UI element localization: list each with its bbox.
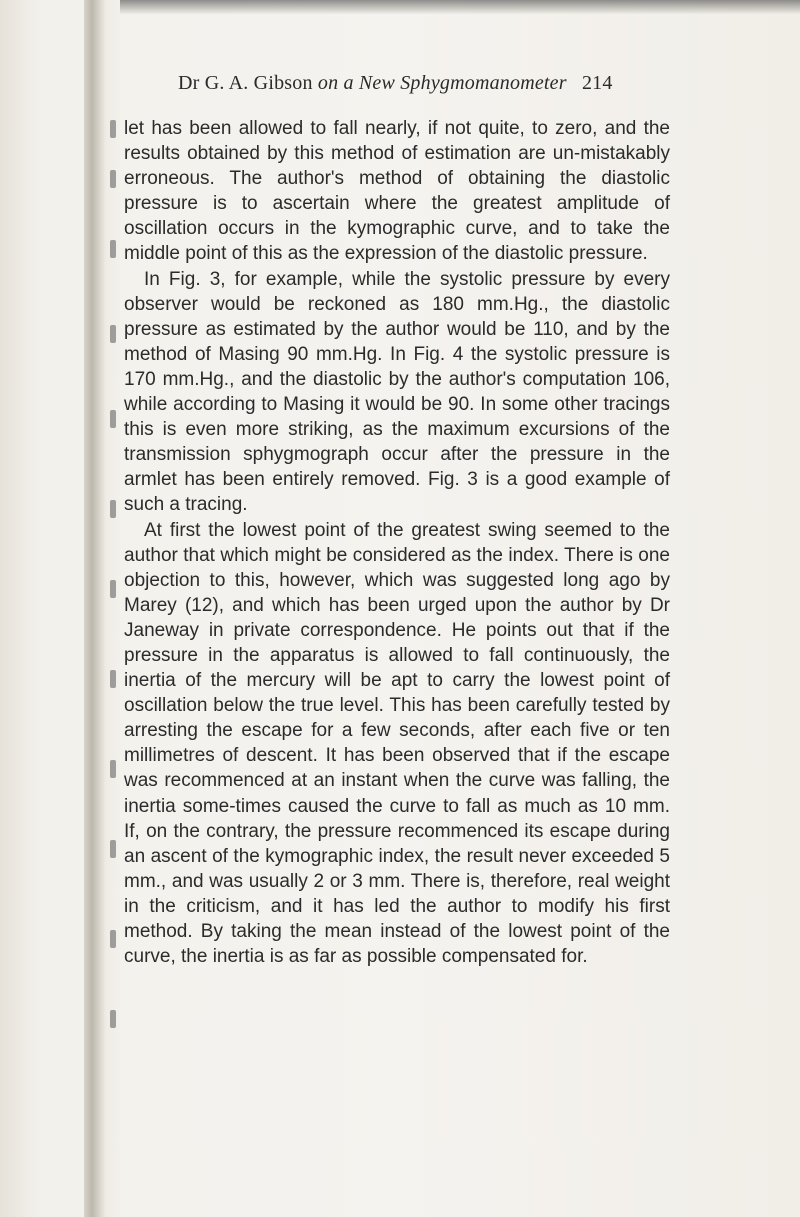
paragraph-2: In Fig. 3, for example, while the systolic pressure by every observer would be reckoned as 180 mm.Hg., the diastolic pressure as estimated by the author would be 110, and by the method of Masing 90 mm.Hg. In Fig. 4 the systolic pressure is 170 mm.Hg., and the diastolic by the author's computation 106, while according to Masing it would be 90. In some other tracings this is even more striking, as the maximum excursions of the transmission sphygmograph occur after the pressure in the armlet has been entirely removed. Fig. 3 is a good example of such a tracing. [124, 268, 670, 516]
body-text [124, 116, 670, 969]
paragraph-1: let has been allowed to fall nearly, if not quite, to zero, and the results obtained by this method of estimation are un-mistakably erroneous. The author's method of obtaining the diastolic pressure is to ascertain where the greatest amplitude of oscillation occurs in the kymographic curve, and to take the middle point of this as the expression of the diastolic pressure. [124, 118, 670, 265]
page-number: 214 [581, 72, 613, 94]
paragraph-3: At first the lowest point of the greatest swing seemed to the author that which might be considered as the index. There is one objection to this, however, which was suggested long ago by Marey (12), and which has been urged upon the author by Dr Janeway in private correspondence. He points out that if the pressure in the apparatus is allowed to fall continuously, the inertia of the mercury will be apt to carry the lowest point of oscillation below the true level. This has been carefully tested by arresting the escape for a few seconds, after each five or ten millimetres of descent. It has been observed that if the escape was recommenced at an instant when the curve was falling, the inertia some-times caused the curve to fall as much as 10 mm. If, on the contrary, the pressure recommenced its escape during an ascent of the kymographic index, the result never exceeded 5 mm., and was usually 2 or 3 mm. There is, therefore, real weight in the criticism, and it has led the author to modify his first method. By taking the mean instead of the lowest point of the curve, the inertia is as far as possible compensated for. [124, 519, 670, 968]
running-header [178, 72, 678, 106]
page-top-edge [84, 0, 800, 14]
header-title: on a New Sphygmomanometer [317, 72, 567, 94]
header-author: Dr G. A. Gibson [178, 72, 313, 94]
binding-shadow-marks [110, 110, 124, 1110]
